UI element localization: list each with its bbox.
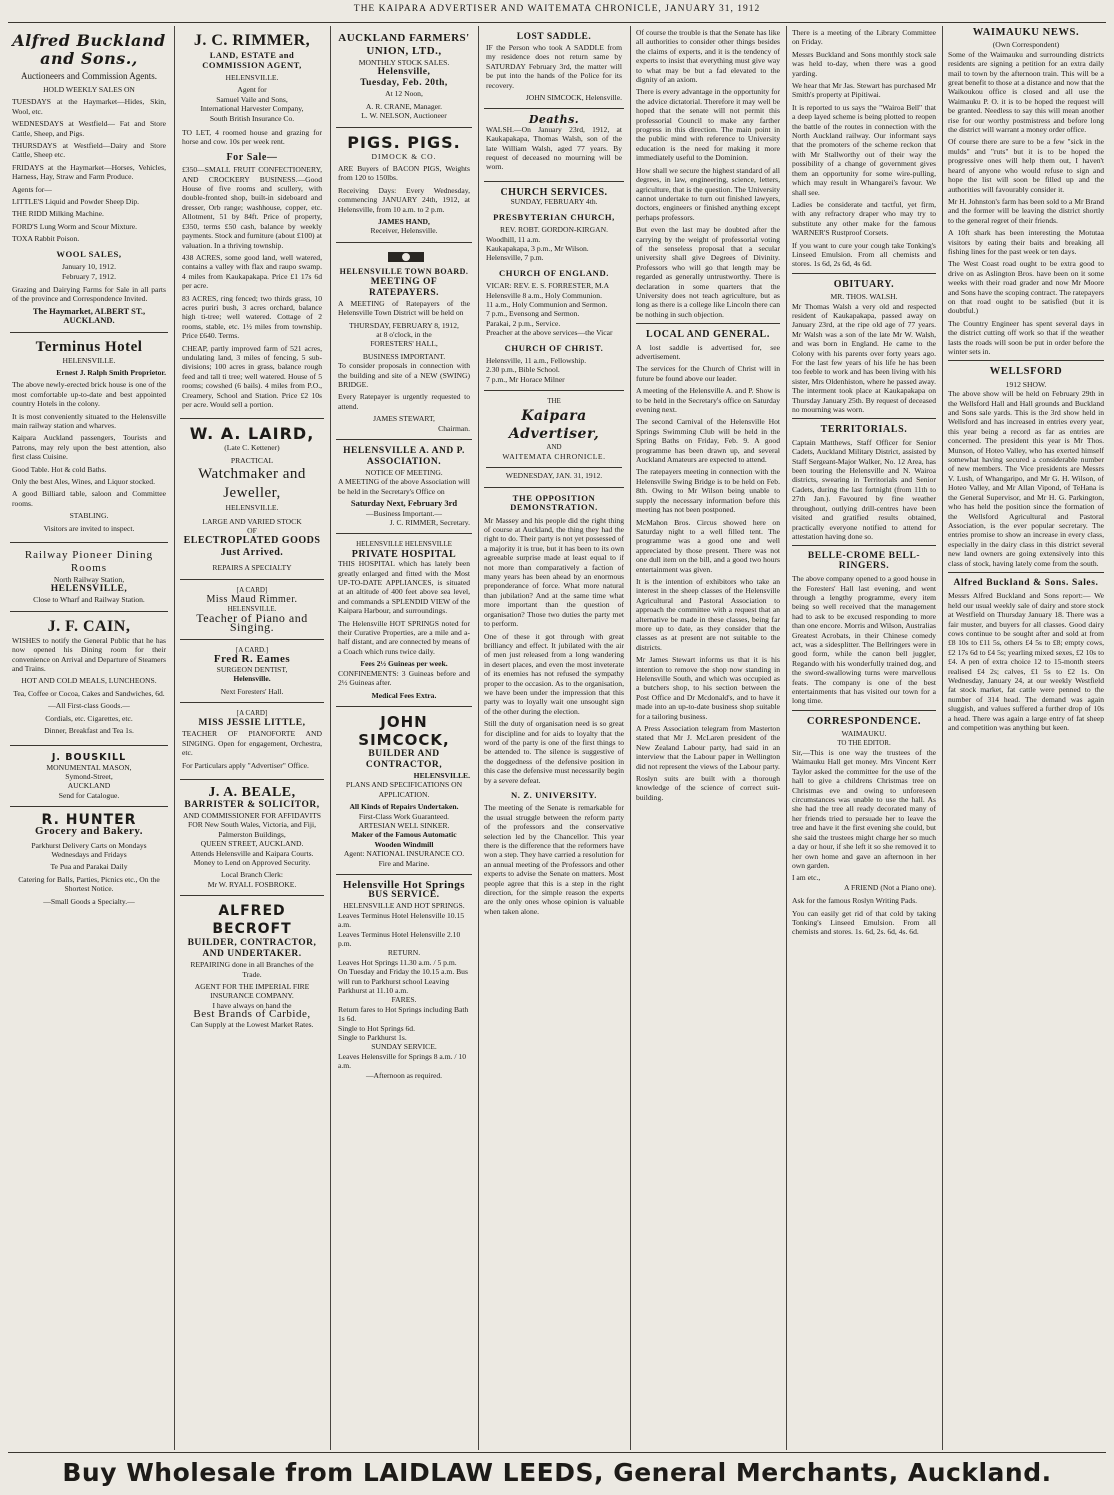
article-para: There is every advantage in the opportunity for the advice dictatorial. Therefore it may well be hoped that the senate will not permit this professorial Council to make any farther progress in this direction. The main point in the public mind with reference to University education is the need for making it more immediately useful to the Dominion. [636, 87, 780, 163]
stewart-name: JAMES STEWART, [373, 414, 435, 424]
nameplate-and: AND [546, 442, 562, 451]
waimauku-para: Of course there are sure to be a few "sick in the mulds" and "ruts" but it is to be hoped the progressive ones will help them out, I haven't heard of anyone who would refuse to sign and hope the list will soon be filled up and the authorities will favourably consider it. [948, 137, 1104, 194]
hunter-line: Catering for Balls, Parties, Picnics etc., On the Shortest Notice. [18, 874, 160, 894]
eng-line: Preacher at the above services—the Vicar [486, 328, 613, 338]
maud-rimmer-name: Miss Maud Rimmer. [206, 594, 298, 606]
eames-sub: SURGEON DENTIST, [216, 664, 288, 674]
rimmer-agent: South British Insurance Co. [209, 113, 295, 123]
rimmer-subtitle: LAND, ESTATE and COMMISSION AGENT, [202, 50, 302, 70]
column-rule [942, 26, 943, 1450]
local-item: It is the intention of exhibitors who take an interest in the sheep classes of the Helensville Agricultural and Pastoral Association to approach the committee with a request that an alternative be made in these classes, being far more up to date, as they consider that the classes as at present are not suitable to the districts. [636, 576, 780, 652]
local-item: Mr James Stewart informs us that it is his intention to remove the shop now standing in Helensville South, and which was occupied as a butchers shop, to his section between the Post Office and Dr Mcdonald's, and to have it made into an up-to-date business shop suitable for a tailoring business. [636, 655, 780, 721]
hunter-subtitle: Grocery and Bakery. [35, 825, 143, 838]
eng-line: Parakai, 2 p.m., Service. [486, 318, 561, 328]
pres-line: REV. ROBT. GORDON-KIRGAN. [500, 225, 608, 235]
terminus-line: The above newly-erected brick house is one of the most comfortable up-to-date and best appointed country Hotels in the colony. [12, 380, 166, 409]
hospital-head: HELENSVILLE HELENSVILLE [356, 540, 452, 549]
beale-line: Palmerston Buildings, [218, 829, 286, 839]
deaths-notice [484, 111, 624, 181]
becroft-end: Can Supply at the Lowest Market Rates. [190, 1019, 314, 1029]
hospital-ad [336, 536, 472, 707]
obituary-text: Mr Thomas Walsh a very old and respected resident of Kaukapakapa, passed away on January 23rd, at the ripe old age of 77 years. Mr Walsh was a son of the late Mr W. Walsh, and was born in England. He came to the Colony with his parents over forty years ago. For the last few years of his life he has been too feeble to work and has been living with his sister, Mrs Oldenhiston, where he passed away. The interment took place at Kaukapakapa on Thursday January 25th. By request of deceased no mourning was worn. [792, 301, 936, 415]
waimauku-para: Some of the Waimauku and surrounding districts residents are signing a petition for an extra daily mail to town by the afternoon train. This will be a great benefit to those at a distance and now that the Waikoukou office is closed and all use the Waimauku P. O. it is to be hoped the request will be granted. Needless to say this will mean another rise for our worthy postmistress and before long the district will warrant a money order office. [948, 49, 1104, 135]
buckland-subtitle: Auctioneers and Commission Agents. [21, 71, 157, 81]
masthead: THE KAIPARA ADVERTISER AND WAITEMATA CHRONICLE, JANUARY 31, 1912 [353, 4, 761, 14]
terminus-line: A good Billiard table, saloon and Committee rooms. [12, 489, 166, 508]
dimock-name: DIMOCK & CO. [371, 151, 437, 161]
opposition-para: Still the duty of organisation need is so great for discipline and for aids to loyalty that the word of the party is one of the first things to be attended to. The silence is suggestive of the doggedness of the defensive position in this case the defensive must necessarily begin by a severe defeat. [484, 719, 624, 785]
haymarket-address: The Haymarket, ALBERT ST., AUCKLAND. [32, 305, 146, 326]
terminus-line: STABLING. [69, 511, 109, 521]
railway-note: Close to Wharf and Railway Station. [33, 595, 145, 605]
rimmer-agent: Samuel Vaile and Sons, [216, 94, 288, 104]
springs-line: HELENSVILLE AND HOT SPRINGS. [343, 901, 465, 911]
union-title: AUCKLAND FARMERS' UNION, LTD., [338, 32, 470, 57]
saddle-sign: JOHN SIMCOCK, Helensville. [525, 93, 622, 103]
news-item: There is a meeting of the Library Committee on Friday. [792, 28, 936, 47]
territorials-text: Captain Matthews, Staff Officer for Senior Cadets, Auckland Military District, assisted by Staff Sergeant-Major Walker, No. 12 Area, has been touring the Helensville and N. Wairoa districts, swearing in Territorials and Senior Cadets, during the last fortnight (from 11th to 27th Jan.). Favoured by fine weather throughout, outlying drill-centres have been visited and gratified results obtained, practically everyone notified to attend for attestation having done so. [792, 437, 936, 541]
union-date: Tuesday, Feb. 20th, [360, 78, 448, 89]
buckland-line: FORD'S Lung Worm and Scour Mixture. [12, 221, 138, 231]
ap-association-ad [336, 442, 472, 534]
opposition-title: THE OPPOSITION DEMONSTRATION. [510, 492, 598, 513]
eames-name: Fred R. Eames [213, 653, 291, 666]
opposition-para: Mr Massey and his people did the right thing of course at Auckland, the thing they had the right to do. Their party is not yet possessed of a majority it is true, but it has been to its own agreeable surprise made at least equal to if not more than comparatively a faction of many years has been ahead by an enormous preponderance of force. What more natural than jubilation? And at the same time what more important than the question of organisation? Those two duties the party met to perform. [484, 515, 624, 629]
article-para: But even the last may be doubted after the carrying by the weight of professorial voting of the senseless proposal that a secular university shall give Degrees of Divinity. Professors who will go that length may be regarded as generally untrustworthy. There is declaration in some quarters that the University does not teach agriculture, but as long as there is a college like Lincoln there can be nothing in such objection. [636, 225, 780, 319]
eng-title: CHURCH OF ENGLAND. [498, 267, 610, 278]
union-auctioneer: L. W. NELSON, Auctioneer [361, 111, 447, 121]
nz-university-title: N. Z. UNIVERSITY. [510, 790, 598, 800]
beale-line: QUEEN STREET, AUCKLAND. [200, 839, 304, 849]
springs-line: RETURN. [387, 948, 421, 958]
eames-note: Next Foresters' Hall. [220, 686, 284, 696]
little-text: TEACHER OF PIANOFORTE AND SINGING. Open for engagement, Orchestra, etc. [182, 729, 322, 758]
rimmer-let: TO LET, 4 roomed house and grazing for horse and cow. 10s per week rent. [182, 128, 322, 147]
buckland-line: FRIDAYS at the Haymarket—Horses, Vehicles, Harness, Hay, Straw and Farm Produce. [12, 162, 166, 182]
springs-line: SUNDAY SERVICE. [371, 1042, 437, 1052]
hospital-text-2: The Helensville HOT SPRINGS noted for their Curative Properties, are a mile and a-half distant, and are connected by means of a Coach which runs twice daily. [338, 618, 470, 656]
sale-item: £350—SMALL FRUIT CONFECTIONERY, AND CROCKERY BUSINESS.—Good House of five rooms and scullery, with double-fronted shop, built-in sideboard and dresser, Orb range; washhouse, copper, etc. Allotment, 51 by 84ft. Price of property, £350, terms £50 cash, balance by weekly payments. Stock and furniture (about £100) at valuation. In a thriving township. [182, 165, 322, 250]
waimauku-para: A 10ft shark has been interesting the Motutaa visitors by eating their baits and breaking all fishing lines for the past week or ten days. [948, 228, 1104, 256]
bouskill-line: MONUMENTAL MASON, [46, 762, 132, 772]
simcock-town: HELENSVILLE. [413, 770, 470, 780]
simcock-line: Maker of the Famous Automatic Wooden Windmill [351, 830, 457, 849]
tonking-ad: You can easily get rid of that cold by taking Tonking's Linseed Emulsion. From all chemists and stores. 1s. 6d, 2s. 6d, 4s. 6d. [792, 908, 936, 937]
saddle-title: LOST SADDLE. [516, 32, 592, 42]
business-text: To consider proposals in connection with the building and site of a NEW (SWING) BRIDGE. [338, 361, 470, 389]
farmers-union-ad [336, 28, 472, 128]
cain-line: Dinner, Breakfast and Tea 1s. [44, 726, 134, 736]
simcock-line: PLANS AND SPECIFICATIONS ON APPLICATION. [345, 780, 463, 799]
wellsford-sub: 1912 SHOW. [1005, 379, 1047, 389]
board-title: HELENSVILLE TOWN BOARD. [339, 267, 469, 277]
ap-date: Saturday Next, February 3rd [350, 498, 458, 509]
column-5 [636, 28, 780, 1448]
rimmer-agent: Agent for [237, 85, 267, 95]
pres-line: Helensville, 7 p.m. [486, 253, 544, 263]
eames-ad [180, 642, 324, 703]
obituary-title: OBITUARY. [833, 278, 895, 290]
hunter-line: Te Pua and Parakai Daily [50, 862, 128, 872]
becroft-ad [180, 898, 324, 1035]
cain-title: J. F. CAIN, [47, 617, 131, 635]
hospital-medical: Medical Fees Extra. [371, 690, 437, 700]
springs-line: Single to Hot Springs 6d. [338, 1023, 415, 1033]
simcock-line: ARTESIAN WELL SINKER. [358, 820, 450, 830]
laird-trade: Watchmaker and Jeweller, [198, 466, 306, 502]
news-item: It is reported to us says the "Wairoa Bell" that a deep layed scheme is being plotted to reopen the battle of the routes in connection with the North Auckland railway. Our informant says that the promoters of the scheme reckon that with Mr Stallworthy out of their way the possibility of a change of government gives them an opportunity for some wire-pulling, which may result in Whangarei's favour. We shall see. [792, 102, 936, 197]
hospital-title: PRIVATE HOSPITAL [351, 548, 457, 560]
buckland-line: THE RIDD Milking Machine. [12, 209, 104, 219]
becroft-line: AGENT FOR THE IMPERIAL FIRE INSURANCE COMPANY. [194, 982, 310, 1001]
meeting-title: MEETING OF RATEPAYERS. [369, 276, 439, 298]
card-label: [A CARD.] [235, 645, 269, 654]
hunter-title: R. HUNTER [41, 812, 137, 829]
column-3 [336, 28, 472, 1448]
business-title: BUSINESS IMPORTANT. [362, 351, 446, 361]
buckland-title: Alfred Buckland and Sons., [12, 31, 166, 68]
opposition-article [484, 494, 624, 916]
wool-title: WOOL SALES, [56, 248, 122, 259]
waimauku-para: The West Coast road ought to be extra good to drive on as Aslington Bros. have been on it some weeks with their road grader and now Mr Moore and Sons have the scoping contract. The ratepayers on that road ought to be satisfied (but it is doubtful.) [948, 259, 1104, 316]
eng-line: Helensville 8 a.m., Holy Communion. [486, 290, 603, 300]
meeting-text: A MEETING of Ratepayers of the Helensville Town District will be held on [338, 298, 470, 318]
local-item: A Press Association telegram from Masterton stated that Mr J. McLaren president of the New Zealand Labour party, had said in an interview that the Labour paper in Wellington did not represent the views of the Labour party. [636, 724, 780, 771]
column-4 [484, 28, 624, 1448]
paper-date: WEDNESDAY, JAN. 31, 1912. [486, 467, 622, 480]
pres-title: PRESBYTERIAN CHURCH, [493, 211, 615, 222]
hospital-text: THIS HOSPITAL which has lately been greatly enlarged and fitted with the Most UP-TO-DATE APPLIANCES, is situated at an altitude of 400 feet above sea level, and commands a SPLENDID VIEW of the Kaipara Harbour, and surroundings. [338, 559, 470, 616]
local-item: Roslyn suits are built with a thorough knowledge of the science of correct suit-building. [636, 774, 780, 802]
laird-town: HELENSVILLE. [225, 503, 279, 513]
cain-line: Tea, Coffee or Cocoa, Cakes and Sandwiches, 6d. [13, 688, 165, 698]
becroft-title: ALFRED BECROFT [212, 903, 292, 938]
beale-title: J. A. BEALE, [208, 784, 296, 800]
church-title: CHURCH SERVICES. [500, 186, 608, 198]
hunter-line: Parkhurst Delivery Carts on Mondays Wednesdays and Fridays [31, 840, 147, 859]
bottom-rule [8, 1452, 1106, 1453]
laird-title: W. A. LAIRD, [189, 424, 315, 444]
pres-line: Kaukapakapa, 3 p.m., Mr Wilson. [486, 243, 589, 253]
crest-icon [338, 249, 472, 265]
obituary-sub: MR. THOS. WALSH. [830, 292, 898, 302]
pigs-title: PIGS. PIGS. [347, 132, 461, 152]
waimauku-sub: (Own Correspondent) [992, 40, 1060, 50]
buckland-line: TOXA Rabbit Poison. [12, 234, 80, 244]
eames-town: Helensville. [233, 674, 271, 684]
union-town: Helensville, [377, 67, 431, 78]
town-board-ad [336, 245, 472, 440]
eng-line: 7 p.m., Evensong and Sermon. [486, 309, 580, 319]
laird-of: OF [247, 526, 257, 536]
ap-sub: NOTICE OF MEETING. [365, 467, 443, 477]
local-item: A lost saddle is advertised for, see advertisement. [636, 342, 780, 361]
territorials-title: TERRITORIALS. [820, 424, 908, 436]
correspondence-to: TO THE EDITOR. [837, 738, 891, 747]
buckland-line: THURSDAYS at Westfield—Dairy and Store Cattle, Sheep etc. [12, 141, 166, 160]
column-1 [10, 28, 168, 1448]
business-text-2: Every Ratepayer is urgently requested to attend. [338, 392, 470, 411]
roslyn-ad: Ask for the famous Roslyn Writing Pads. [792, 896, 918, 906]
springs-line: On Tuesday and Friday the 10.15 a.m. Bus will run to Parkhurst school Leaving Parkhurst at 11.10 a.m. [338, 967, 468, 996]
union-time: At 12 Noon, [385, 89, 423, 99]
terminus-line: Kaipara Auckland passengers, Tourists and Patrons, may rely upon the best attention, also first class Cuisine. [12, 433, 166, 462]
bouskill-ad [10, 748, 168, 808]
little-name: MISS JESSIE LITTLE, [198, 718, 306, 729]
ap-secretary: J. C. RIMMER, Secretary. [389, 518, 470, 527]
rimmer-town: HELENSVILLE. [225, 73, 279, 82]
wellsford-title: WELLSFORD [989, 366, 1063, 378]
little-ad [180, 705, 324, 780]
terminus-town: HELENSVILLE. [62, 355, 116, 365]
beale-subtitle: BARRISTER & SOLICITOR, [184, 799, 320, 810]
springs-line: Leaves Helensville for Springs 8 a.m. / 10 a.m. [338, 1051, 467, 1071]
sale-item: 438 ACRES, some good land, well watered, contains a valley with flax and raupo swamp. 4 miles from Kaukapakapa. Price £1 17s 6d per acre. [182, 252, 322, 291]
cain-ad [10, 614, 168, 746]
laird-ad [180, 421, 324, 579]
simcock-title: JOHN SIMCOCK, [358, 712, 450, 749]
hospital-fees: Fees 2½ Guineas per week. [360, 659, 448, 669]
terminus-ad [10, 335, 168, 544]
news-item: We hear that Mr Jas. Stewart has purchased Mr Smith's property at Pipitiwai. [792, 81, 936, 100]
column-2 [180, 28, 324, 1448]
little-note: For Particulars apply "Advertiser" Office. [182, 760, 309, 770]
card-label: [A CARD] [236, 585, 268, 594]
local-item: A meeting of the Helensville A. and P. Show is to be held in the Secretary's office on Saturday evening next. [636, 386, 780, 415]
beale-line: Mr W. RYALL FOSBROKE. [207, 879, 297, 889]
column-rule [630, 26, 631, 1450]
column-7 [948, 28, 1104, 1448]
becroft-carbide: Best Brands of Carbide, [193, 1008, 311, 1021]
eng-line: VICAR: REV. E. S. FORRESTER, M.A [486, 281, 610, 291]
springs-line: Single to Parkhurst 1s. [338, 1033, 407, 1043]
hand-name: JAMES HAND, [378, 217, 430, 227]
top-rule [8, 22, 1106, 23]
column-rule [478, 26, 479, 1450]
hunter-line: —Small Goods a Specialty.— [43, 896, 135, 906]
hand-sub: Receiver, Helensville. [370, 226, 438, 236]
local-general-title: LOCAL AND GENERAL. [646, 329, 770, 341]
rimmer-title: J. C. RIMMER, [193, 32, 311, 49]
laird-electro: ELECTROPLATED GOODS Just Arrived. [183, 535, 321, 559]
becroft-line: I have always on hand the [212, 1000, 292, 1010]
union-manager: A. R. CRANE, Manager. [365, 101, 443, 111]
pres-line: Woodhill, 11 a.m. [486, 234, 541, 244]
sale-item: CHEAP, partly improved farm of 521 acres, undulating land, 3 miles of fencing, 5 sub-divisions; 100 acres in grass, balance rough feed and tall ti tree; well watered. House of 5 rooms; cowshed (6 bails). 4 miles from P.O., Creamery, School and Station. Price £2 10s per acre. Would sell a portion. [182, 343, 322, 409]
ap-note: —Business Important.— [366, 508, 442, 518]
nameplate-sub: WAITEMATA CHRONICLE. [502, 452, 606, 461]
simcock-sub: BUILDER AND CONTRACTOR, [365, 748, 443, 770]
bellringers-text: The above company opened to a good house in the Foresters' Hall last evening, and went through a lengthy programme, every item being so well received that the management had to ask to be excused responding to more than one encore. Morris and Wilson, Australias Greatest Acrobats, in their Chinese comedy act, was a sidesplitter. The Bellringers were in good form, while the canon bell juggler, Regando with his wonderfully trained dog, and the sword-swallowing turns were marvellous feats. The company is one of the best entertainments that has visited our town for a long time. [792, 574, 936, 706]
christ-title: CHURCH OF CHRIST. [504, 342, 604, 353]
springs-sub: BUS SERVICE. [368, 890, 440, 901]
bouskill-line: Send for Catalogue. [58, 790, 120, 800]
wool-date: January 10, 1912. [62, 262, 116, 272]
laird-repairs: REPAIRS A SPECIALTY [212, 563, 292, 573]
bouskill-line: AUCKLAND [67, 781, 111, 791]
hospital-confinements: CONFINEMENTS: 3 Guineas before and 2½ Guineas after. [338, 668, 470, 688]
cain-text: WISHES to notify the General Public that he has now opened his Dining room for their convenience on Arrival and Departure of Steamers and Trains. [12, 635, 166, 674]
nz-university-text: The meeting of the Senate is remarkable for the usual struggle between the reform party of the professors and the conservative selection led by the Chancellor. This year there is the difference that the reformers have won a step. They have carried a resolution for an annual meeting of the Professors and other experts to advise the Senate on matters. Most people agree that this is a step in the right direction, for the simple reason the experts are the only ones whose opinion is valuable when taken alone. [484, 803, 624, 916]
buckland-line: LITTLE'S Liquid and Powder Sheep Dip. [12, 197, 140, 207]
christ-line: 2.30 p.m., Bible School. [486, 365, 560, 375]
bouskill-line: Symond-Street, [65, 771, 113, 781]
christ-line: Helensville, 11 a.m., Fellowship. [486, 355, 587, 365]
buckland-line: HOLD WEEKLY SALES ON [43, 85, 135, 94]
springs-line: Leaves Terminus Hotel Helensville 10.15 a.m. [338, 910, 465, 930]
springs-line: Leaves Hot Springs 11.30 a.m. / 5 p.m. [338, 957, 457, 967]
cain-line: Cordials, etc. Cigarettes, etc. [45, 713, 133, 723]
column-rule [330, 26, 331, 1450]
simcock-line: First-Class Work Guaranteed. [358, 811, 450, 821]
christ-line: 7 p.m., Mr Horace Milner [486, 374, 565, 384]
laird-late: (Late C. Kettener) [224, 443, 280, 453]
beale-ad [180, 782, 324, 896]
beale-line: Local Branch Clerk: [221, 870, 283, 880]
terminus-line: It is most conveniently situated to the Helensville main railway station and wharves. [12, 411, 166, 430]
simcock-line: Agent: NATIONAL INSURANCE CO. Fire and Marine. [343, 849, 465, 868]
nameplate-title: Kaipara Advertiser, [508, 407, 600, 442]
springs-line: —Afternoon as required. [365, 1070, 443, 1080]
meeting-date: THURSDAY, FEBRUARY 8, 1912, [349, 320, 459, 330]
correspondence-sign: I am etc., [792, 873, 821, 883]
simcock-ad [336, 709, 472, 875]
news-item: Ladies be considerate and tactful, yet firm, with any refractory draper who may try to substitute any other make for the famous WARNER'S Rustproof Corsets. [792, 199, 936, 238]
bellringers-title: BELLE-CROME BELL-RINGERS. [807, 551, 921, 571]
buckland-line: Agents for— [12, 184, 52, 194]
railway-ad [10, 545, 168, 612]
card-label: [A CARD] [236, 708, 268, 717]
deaths-text: WALSH.—On January 23rd, 1912, at Kaukapakapa, Thomas Walsh, son of the late William Walsh, aged 77 years. By request of deceased no mourning will be worn. [486, 124, 622, 172]
ap-text: A MEETING of the above Association will be held in the Secretary's Office on [338, 477, 470, 496]
maud-rimmer-town: HELENSVILLE. [227, 604, 277, 613]
railway-sub: North Railway Station, [53, 575, 125, 585]
hot-springs-ad [336, 877, 472, 1086]
news-item: If you want to cure your cough take Tonking's Linseed Emulsion. From all chemists and stores. 1s 6d, 2s 6d, 4s 6d. [792, 240, 936, 269]
dimock-text-2: Receiving Days: Every Wednesday, commencing JANUARY 24th, 1912, at Helensville, from 10 a.m. to 2 p.m. [338, 185, 470, 214]
local-item: The second Carnival of the Helensville Hot Springs Swimming Club will be held in the Spring Baths on Friday, Feb. 9. A good programme has been drawn up, and several Auckland Amateurs are expected to attend. [636, 417, 780, 465]
sales-text: Messrs Alfred Buckland and Sons report:— We held our usual weekly sale of dairy and store stock at Westfield on Thursday January 18. There was a fair muster, and buyers for all classes. Good dairy cows continue to be sought after and sold at from £8 10s to £11 5s, others £4 5s to £8; empty cows, £2 17s 6d to £4 5s; yearling mixed sexes, £2 10s to £4. A pen of extra choice 12 to 15-month steers realised £4 2s; calves, £1 5s to £2 1s. On Wednesday, January 24, at our weekly Westfield fat stock market, fat cattle were penned to the number of 314 head. The demand was again sluggish, and values suffered a further drop of 10s a head. There was again a large entry of fat sheep and competition was anything but keen. [948, 591, 1104, 733]
dimock-text: ARE Buyers of BACON PIGS, Weights from 120 to 150lbs. [338, 164, 470, 183]
rimmer-agent: International Harvester Company, [200, 104, 304, 114]
lost-saddle-ad [484, 28, 624, 109]
wool-date: February 7, 1912. [62, 271, 116, 281]
sale-item: 83 ACRES, ring fenced; two thirds grass, 10 acres puriri bush, 3 acres orchard, balance high ti-tree; well watered. Cottage of 2 rooms, stable, etc. 1½ miles from township. Price £640. Terms. [182, 293, 322, 341]
beale-line: AND COMMISSIONER FOR AFFIDAVITS FOR New South Wales, Victoria, and Fiji, [182, 810, 322, 830]
buckland-line: TUESDAYS at the Haymarket—Hides, Skin, Wool, etc. [12, 97, 166, 116]
laird-stock: LARGE AND VARIED STOCK [202, 516, 302, 526]
saddle-text: IF the Person who took A SADDLE from my residence does not return same by SATURDAY February 3rd, the matter will be put into the hands of the Police for its recovery. [486, 43, 622, 90]
stewart-sub: Chairman. [438, 423, 470, 433]
maud-rimmer-ad [180, 582, 324, 640]
laird-practical: PRACTICAL [230, 455, 274, 465]
sales-title: Alfred Buckland & Sons. Sales. [953, 577, 1099, 588]
bouskill-title: J. BOUSKILL [51, 751, 127, 763]
terminus-line: Only the best Ales, Wines, and Liquor stocked. [12, 477, 155, 486]
buckland-ad [10, 28, 168, 333]
beale-line: Money to Lend on Approved Security. [193, 857, 311, 867]
railway-title: Railway Pioneer Dining Rooms [24, 549, 154, 575]
cain-line: —All First-class Goods.— [48, 701, 130, 711]
deaths-title: Deaths. [528, 113, 580, 127]
becroft-line: REPAIRING done in all Branches of the Trade. [190, 960, 314, 979]
terminus-line: Good Table. Hot & cold Baths. [12, 464, 107, 474]
local-item: The services for the Church of Christ will in future be found above our leader. [636, 364, 780, 383]
ap-title: HELENSVILLE A. AND P. ASSOCIATION. [343, 445, 465, 467]
column-rule [786, 26, 787, 1450]
column-rule [174, 26, 175, 1450]
springs-title: Helensville Hot Springs [342, 878, 466, 891]
wellsford-text: The above show will be held on February 29th in the Wellsford Hall and Hall grounds and Buckland and Sons sale yards. This is the 3rd show held in Wellsford and has increased in entries every year, this year being a record as far as entries are concerned. The president this year is Mr Thos. Munson, of Hoteo Valley, who has exerted himself somewhat having secured a considerable number of new members. The Vice presidents are Messrs V. Lush, of Whangaripo, and Mr G. H. Wilson, of Hoteo Valley, and Mr Allan Vipond, of TeHana is the General Supervisor, and Mr H. G. Parkington, who has held the position since the formation of the Wellsford Agricultural and Pastoral Association, is the ever popular secretary. The entries promise to show an increase in every class, especially in the dairy class in this district several new land owners are going extensively into this class of stock, having lately come from the south. [948, 389, 1104, 568]
paper-nameplate [484, 393, 624, 488]
buckland-line: WEDNESDAYS at Westfield— Fat and Store Cattle, Sheep, and Pigs. [12, 119, 166, 138]
cain-line: HOT AND COLD MEALS, LUNCHEONS. [21, 676, 157, 686]
wool-text: Grazing and Dairying Farms for Sale in all parts of the province and Correspondence Invited. [12, 284, 166, 304]
springs-line: Leaves Terminus Hotel Helensville 2.10 p.m. [338, 929, 461, 948]
union-sub: MONTHLY STOCK SALES. [358, 58, 450, 67]
waimauku-para: Mr H. Johnston's farm has been sold to a Mr Brand and the former will be leaving the district shortly to the general regret of their friends. [948, 196, 1104, 225]
church-services [484, 184, 624, 391]
maud-rimmer-sub: Teacher of Piano and Singing. [196, 611, 308, 635]
springs-line: Return fares to Hot Springs including Bath 1s 6d. [338, 1004, 469, 1024]
correspondence-friend: A FRIEND (Not a Piano one). [844, 882, 936, 892]
beale-line: Attends Helensville and Kaipara Courts. [190, 848, 314, 858]
laidlaw-leeds-banner: Buy Wholesale from LAIDLAW LEEDS, General Merchants, Auckland. [62, 1458, 1052, 1487]
rimmer-ad [180, 28, 324, 419]
article-para: How shall we secure the highest standard of all degrees, in law, engineering, science, letters, agriculture, that is the question. The University cannot undertake to turn out finished lawyers, doctors, engineers or finished anything except perhaps professors. [636, 165, 780, 222]
local-item: McMahon Bros. Circus showed here on Saturday night to a well filled tent. The programme was a good one and well appreciated by those present. There was not one dull item on the bill, and a good two hours entertainment was given. [636, 517, 780, 574]
simcock-line: All Kinds of Repairs Undertaken. [349, 802, 459, 812]
local-item: The ratepayers meeting in connection with the Helensville Swing Bridge is to be held on Feb. 8th. Owing to Mr Wilson being unable to supply the necessary information before this meeting has not been postponed. [636, 467, 780, 515]
article-para: Of course the trouble is that the Senate has like all authorities to consider other things besides the claims of experts, and it is the tendency of experts to insist that everything must give way to what may be but a fad elevated to the dignity of an axiom. [636, 28, 780, 85]
opposition-para: One of these it got through with great brilliancy and effect. It jubilated with the air of men just released from a long wandering in desert places, and even the most inveterate of its enemies has not refused the sympathy proper to the occasion. As to the organisation, we have been under the impression that this party was to loyally wait one unsought sign of the other during the election. [484, 631, 624, 716]
eng-line: 11 a.m., Holy Communion and Sermon. [486, 299, 608, 309]
correspondence-title: CORRESPONDENCE. [806, 715, 922, 727]
for-sale-title: For Sale— [226, 151, 278, 163]
railway-town: HELENSVILLE, [50, 584, 128, 595]
meeting-time: at 8 o'clock, in the [376, 329, 432, 339]
terminus-line: Visitors are invited to inspect. [43, 523, 135, 533]
meeting-place: FORESTERS' HALL, [370, 339, 438, 349]
church-date: SUNDAY, FEBRUARY 4th. [510, 197, 598, 207]
hunter-ad [10, 809, 168, 915]
becroft-subtitle: BUILDER, CONTRACTOR, AND UNDERTAKER. [187, 938, 317, 960]
terminus-title: Terminus Hotel [35, 338, 143, 355]
springs-line: FARES. [391, 995, 417, 1005]
nameplate-the: THE [547, 397, 561, 406]
waimauku-para: The Country Engineer has spent several days in the district cutting off work so that if the weather lasts the roads will soon be put in order before the winter sets in. [948, 318, 1104, 356]
news-item: Messrs Buckland and Sons monthly stock sale was held to-day, when there was a good yarding. [792, 49, 936, 78]
correspondence-sub: WAIMAUKU. [841, 729, 887, 739]
waimauku-title: WAIMAUKU NEWS. [972, 28, 1080, 38]
correspondence-text: Sir,—This is one way the trustees of the Waimauku Hall get money. Mrs Vincent Kerr Taylor asked the committee for the use of the hall to give a childrens Christmas tree on Christmas eve and owing to unforeseen circumstances was unable to use the hall. As she had the tree all ready decorated many of her friends tried to persuade her to leave the tree and have it the first evening she could, but she said the trustees might charge her so much a day or hour, if she left it so she removed it to her own home and gave an afternoon in her own garden. [792, 748, 936, 870]
column-6 [792, 28, 936, 1448]
terminus-proprietor: Ernest J. Ralph Smith Proprietor. [56, 367, 166, 377]
pigs-ad [336, 130, 472, 243]
